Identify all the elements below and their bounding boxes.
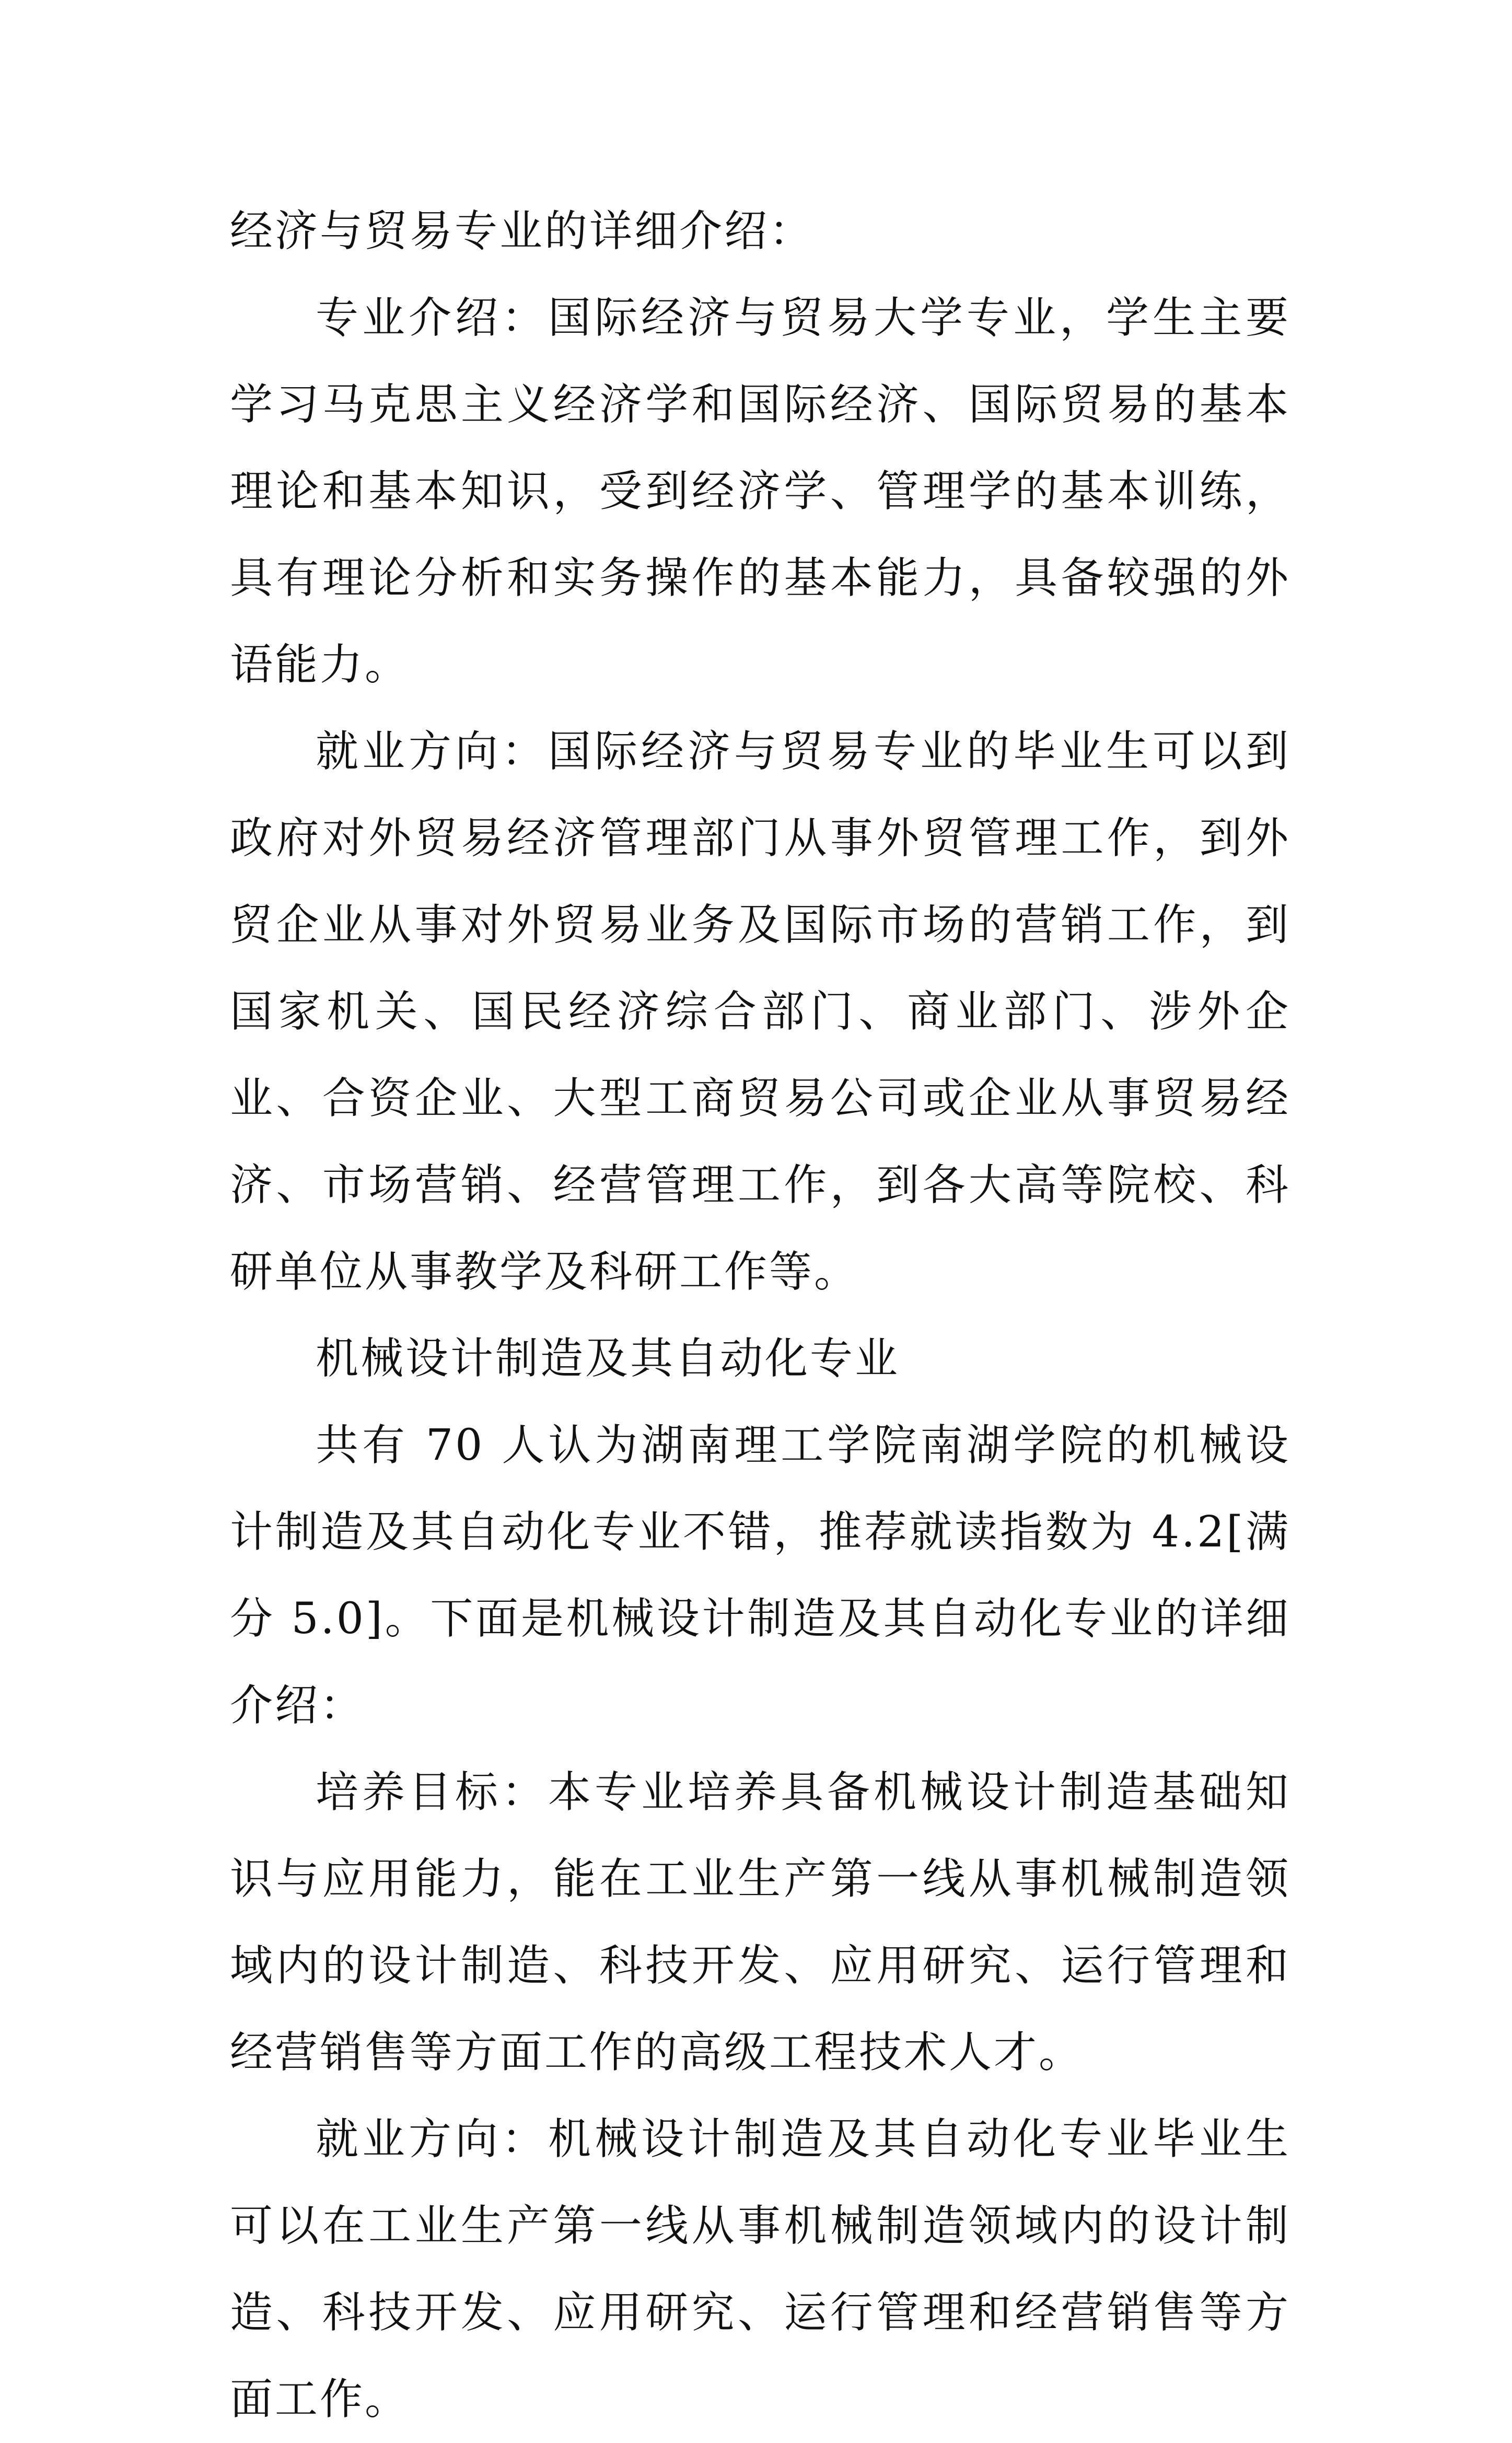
paragraph-recommendation-index: 共有 70 人认为湖南理工学院南湖学院的机械设计制造及其自动化专业不错，推荐就读指数为 4.2[满分 5.0]。下面是机械设计制造及其自动化专业的详细介绍： — [230, 1421, 1290, 1730]
paragraph-intro-continuation: 经济与贸易专业的详细介绍： — [230, 206, 815, 256]
paragraph-training-goal: 培养目标：本专业培养具备机械设计制造基础知识与应用能力，能在工业生产第一线从事机械制造领域内的设计制造、科技开发、应用研究、运行管理和经营销售等方面工作的高级工程技术人才。 — [230, 1767, 1290, 2077]
paragraph-employment-direction-trade: 就业方向：国际经济与贸易专业的毕业生可以到政府对外贸易经济管理部门从事外贸管理工作，到外贸企业从事对外贸易业务及国际市场的营销工作，到国家机关、国民经济综合部门、商业部门、涉外企业、合资企业、大型工商贸易公司或企业从事贸易经济、市场营销、经营管理工作，到各大高等院校、科研单位从事教学及科研工作等。 — [230, 727, 1290, 1297]
section-heading-mechanical-major: 机械设计制造及其自动化专业 — [316, 1334, 900, 1383]
paragraph-major-introduction: 专业介绍：国际经济与贸易大学专业，学生主要学习马克思主义经济学和国际经济、国际贸易的基本理论和基本知识，受到经济学、管理学的基本训练，具有理论分析和实务操作的基本能力，具备较强的外语能力。 — [230, 293, 1290, 690]
paragraph-employment-direction-mechanical: 就业方向：机械设计制造及其自动化专业毕业生可以在工业生产第一线从事机械制造领域内的设计制造、科技开发、应用研究、运行管理和经营销售等方面工作。 — [230, 2114, 1290, 2424]
document-body — [230, 188, 1290, 2443]
